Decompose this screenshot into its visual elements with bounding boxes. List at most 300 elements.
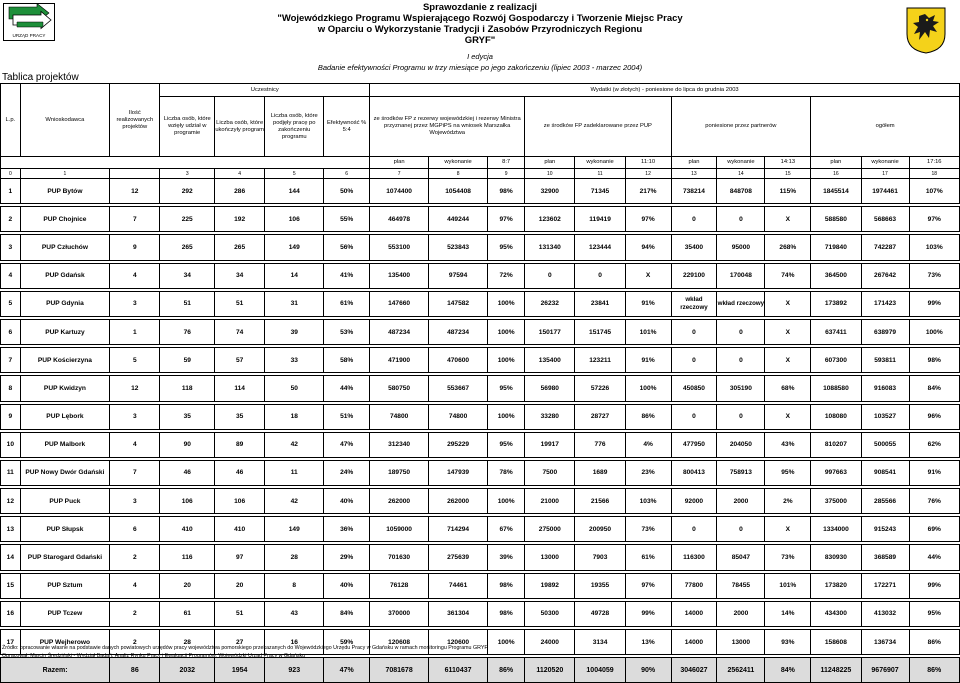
column-number: 10 — [525, 169, 575, 179]
table-cell: 553667 — [429, 376, 488, 401]
table-cell: 100% — [909, 319, 959, 344]
row-number: 3 — [1, 235, 21, 260]
table-cell: 830930 — [811, 545, 861, 570]
report-title: Sprawozdanie z realizacji — [422, 2, 538, 13]
table-cell: 100% — [488, 348, 525, 373]
table-cell: 1689 — [575, 460, 625, 485]
urzad-pracy-logo — [3, 3, 55, 41]
table-cell: 95% — [765, 460, 811, 485]
table-cell: 73% — [765, 545, 811, 570]
table-cell: 916083 — [861, 376, 909, 401]
column-number: 1 — [20, 169, 110, 179]
column-number: 13 — [671, 169, 717, 179]
table-cell: 98% — [488, 601, 525, 626]
table-cell: 26232 — [525, 291, 575, 316]
table-cell: 115% — [765, 179, 811, 204]
table-cell: 42 — [265, 489, 324, 514]
row-number: 4 — [1, 263, 21, 288]
table-cell: 758913 — [717, 460, 765, 485]
table-cell: 410 — [160, 517, 215, 542]
table-cell: 450850 — [671, 376, 717, 401]
table-cell: 74% — [765, 263, 811, 288]
table-cell: wkład rzeczowy — [671, 291, 717, 316]
table-cell: 57 — [215, 348, 265, 373]
table-cell: 2% — [765, 489, 811, 514]
table-cell: 89 — [215, 432, 265, 457]
pomorskie-crest-icon — [905, 6, 947, 54]
table-cell: 100% — [625, 376, 671, 401]
table-cell: 265 — [160, 235, 215, 260]
table-row — [1, 291, 960, 316]
table-cell: 19355 — [575, 573, 625, 598]
table-cell: 7903 — [575, 545, 625, 570]
table-cell: 413032 — [861, 601, 909, 626]
applicant-name: PUP Kartuzy — [20, 319, 110, 344]
table-cell: 61% — [625, 545, 671, 570]
row-number: 16 — [1, 601, 21, 626]
table-cell: 0 — [717, 517, 765, 542]
table-cell: 2 — [110, 630, 160, 655]
table-cell: 100% — [488, 630, 525, 655]
table-row — [1, 348, 960, 373]
table-cell: 0 — [671, 319, 717, 344]
table-cell: 100% — [488, 489, 525, 514]
table-cell: 375000 — [811, 489, 861, 514]
col-header-wnioskodawca: Wnioskodawca — [20, 84, 110, 157]
table-cell: 637411 — [811, 319, 861, 344]
table-cell: 523843 — [429, 235, 488, 260]
table-cell: 46 — [215, 460, 265, 485]
table-cell: 170048 — [717, 263, 765, 288]
table-row — [1, 489, 960, 514]
table-cell: 714294 — [429, 517, 488, 542]
table-cell: 20 — [215, 573, 265, 598]
footer — [2, 644, 488, 660]
applicant-name: PUP Tczew — [20, 601, 110, 626]
table-cell: 295229 — [429, 432, 488, 457]
summary-cell: 2032 — [160, 658, 215, 683]
row-number: 13 — [1, 517, 21, 542]
table-cell: 580750 — [370, 376, 429, 401]
table-cell: 33 — [265, 348, 324, 373]
applicant-name: PUP Gdańsk — [20, 263, 110, 288]
table-cell: 93% — [765, 630, 811, 655]
table-cell: 39 — [265, 319, 324, 344]
table-cell: 35 — [160, 404, 215, 429]
table-row — [1, 404, 960, 429]
table-cell: 24% — [324, 460, 370, 485]
table-cell: 69% — [909, 517, 959, 542]
table-cell: 471900 — [370, 348, 429, 373]
table-cell: 7500 — [525, 460, 575, 485]
table-cell: 3 — [110, 489, 160, 514]
table-cell: 12 — [110, 376, 160, 401]
table-cell: 738214 — [671, 179, 717, 204]
table-cell: 99% — [909, 291, 959, 316]
table-cell: 100% — [488, 404, 525, 429]
table-cell: 1845514 — [811, 179, 861, 204]
table-cell: 14000 — [671, 630, 717, 655]
row-number: 17 — [1, 630, 21, 655]
footer-source: Źródło: opracowanie własne na podstawie danych powiatowych urzędów pracy województwa pomorskiego przekazanych do Wojewódzkiego Urzędu Pracy w Gdańsku w ramach monitoringu Programu GRYF — [2, 645, 488, 651]
table-cell: 23% — [625, 460, 671, 485]
table-cell: 98% — [909, 348, 959, 373]
table-cell: 74 — [215, 319, 265, 344]
row-number: 9 — [1, 404, 21, 429]
table-cell: 59% — [324, 630, 370, 655]
summary-cell: 1954 — [215, 658, 265, 683]
table-cell: 719840 — [811, 235, 861, 260]
table-cell: 43 — [265, 601, 324, 626]
table-cell: 14% — [765, 601, 811, 626]
applicant-name: PUP Człuchów — [20, 235, 110, 260]
table-cell: 46 — [160, 460, 215, 485]
table-cell: 95% — [488, 376, 525, 401]
summary-cell: 9676907 — [861, 658, 909, 683]
sub-header: 11:10 — [625, 157, 671, 169]
table-cell: 553100 — [370, 235, 429, 260]
table-cell: 97% — [488, 207, 525, 232]
table-cell: 6 — [110, 517, 160, 542]
row-number: 14 — [1, 545, 21, 570]
table-row — [1, 432, 960, 457]
sub-header: plan — [525, 157, 575, 169]
table-cell: 13000 — [525, 545, 575, 570]
sub-header: 17:16 — [909, 157, 959, 169]
summary-cell: 86% — [488, 658, 525, 683]
table-cell: 742287 — [861, 235, 909, 260]
table-cell: 434300 — [811, 601, 861, 626]
table-cell: 265 — [215, 235, 265, 260]
table-cell: 91% — [909, 460, 959, 485]
program-name-line2: w Oparciu o Wykorzystanie Tradycji i Zasobów Przyrodniczych Regionu — [317, 24, 643, 35]
table-cell: 51 — [215, 601, 265, 626]
table-cell: 848708 — [717, 179, 765, 204]
table-cell: 100% — [488, 291, 525, 316]
column-number: 0 — [1, 169, 21, 179]
column-number: 6 — [324, 169, 370, 179]
table-cell: 2000 — [717, 601, 765, 626]
table-cell: 23841 — [575, 291, 625, 316]
summary-cell: 1004059 — [575, 658, 625, 683]
table-cell: 84% — [324, 601, 370, 626]
table-cell: 33280 — [525, 404, 575, 429]
table-cell: 449244 — [429, 207, 488, 232]
table-cell: 285566 — [861, 489, 909, 514]
table-cell: X — [765, 517, 811, 542]
table-cell: 35400 — [671, 235, 717, 260]
table-cell: 500055 — [861, 432, 909, 457]
table-cell: 2 — [110, 601, 160, 626]
table-cell: 103% — [625, 489, 671, 514]
applicant-name: PUP Starogard Gdański — [20, 545, 110, 570]
table-cell: 1 — [110, 319, 160, 344]
table-cell: 51 — [215, 291, 265, 316]
table-cell: 108080 — [811, 404, 861, 429]
table-cell: 470600 — [429, 348, 488, 373]
applicant-name: PUP Kościerzyna — [20, 348, 110, 373]
table-cell: 55% — [324, 207, 370, 232]
table-cell: 103% — [909, 235, 959, 260]
row-number: 1 — [1, 179, 21, 204]
table-cell: 59 — [160, 348, 215, 373]
table-cell: 114 — [215, 376, 265, 401]
table-cell: 50300 — [525, 601, 575, 626]
col-header-ilosc: Ilość realizowanych projektów — [110, 84, 160, 157]
table-row — [1, 263, 960, 288]
table-cell: 1974461 — [861, 179, 909, 204]
table-cell: 189750 — [370, 460, 429, 485]
table-cell: 18 — [265, 404, 324, 429]
table-cell: 361304 — [429, 601, 488, 626]
table-cell: 144 — [265, 179, 324, 204]
summary-cell: 47% — [324, 658, 370, 683]
table-cell: 9 — [110, 235, 160, 260]
table-cell: 47% — [324, 432, 370, 457]
table-cell: 98% — [488, 179, 525, 204]
table-cell: 16 — [265, 630, 324, 655]
table-cell: 31 — [265, 291, 324, 316]
table-row — [1, 235, 960, 260]
table-cell: 2000 — [717, 489, 765, 514]
table-cell: 32900 — [525, 179, 575, 204]
sub-header: wykonanie — [861, 157, 909, 169]
table-cell: 1334000 — [811, 517, 861, 542]
applicant-name: PUP Słupsk — [20, 517, 110, 542]
table-cell: 97594 — [429, 263, 488, 288]
table-cell: 40% — [324, 489, 370, 514]
table-cell: 204050 — [717, 432, 765, 457]
table-cell: 19892 — [525, 573, 575, 598]
table-cell: 49728 — [575, 601, 625, 626]
table-cell: 0 — [717, 404, 765, 429]
table-cell: 364500 — [811, 263, 861, 288]
summary-cell: 11248225 — [811, 658, 861, 683]
table-cell: 72% — [488, 263, 525, 288]
table-cell: 147939 — [429, 460, 488, 485]
col-header-ukonczyly: Liczba osób, które ukończyły program — [215, 97, 265, 157]
row-number: 12 — [1, 489, 21, 514]
table-cell: 86% — [625, 404, 671, 429]
projects-table — [0, 83, 960, 683]
table-cell: 908541 — [861, 460, 909, 485]
table-cell: 4% — [625, 432, 671, 457]
table-cell: 28 — [160, 630, 215, 655]
table-cell: 368589 — [861, 545, 909, 570]
footer-author: Opracował: Marcin Średziński - Wydział Badań, Analiz Rynku Pracy i Ewaluacji Programów, Wojewódzki Urząd Pracy w Gdańsku — [2, 653, 306, 659]
table-cell: 262000 — [429, 489, 488, 514]
table-cell: 292 — [160, 179, 215, 204]
sub-header: plan — [671, 157, 717, 169]
column-number: 7 — [370, 169, 429, 179]
table-cell: 106 — [265, 207, 324, 232]
column-number: 8 — [429, 169, 488, 179]
table-cell: 158608 — [811, 630, 861, 655]
table-cell: 12 — [110, 179, 160, 204]
table-cell: 116 — [160, 545, 215, 570]
table-cell: 53% — [324, 319, 370, 344]
applicant-name: PUP Puck — [20, 489, 110, 514]
column-number — [110, 169, 160, 179]
table-cell: X — [765, 291, 811, 316]
summary-cell: 2562411 — [717, 658, 765, 683]
table-cell: 77800 — [671, 573, 717, 598]
table-cell: 810207 — [811, 432, 861, 457]
applicant-name: PUP Malbork — [20, 432, 110, 457]
table-cell: 74461 — [429, 573, 488, 598]
table-cell: 229100 — [671, 263, 717, 288]
table-row — [1, 601, 960, 626]
table-cell: 268% — [765, 235, 811, 260]
table-cell: 487234 — [370, 319, 429, 344]
table-cell: 20 — [160, 573, 215, 598]
table-cell: 997663 — [811, 460, 861, 485]
table-cell: 217% — [625, 179, 671, 204]
column-number: 3 — [160, 169, 215, 179]
table-cell: 73% — [909, 263, 959, 288]
applicant-name: PUP Sztum — [20, 573, 110, 598]
logo-caption: URZĄD PRACY — [12, 33, 46, 38]
table-cell: 172271 — [861, 573, 909, 598]
table-cell: 103527 — [861, 404, 909, 429]
table-row — [1, 376, 960, 401]
table-cell: 51% — [324, 404, 370, 429]
table-cell: 51 — [160, 291, 215, 316]
column-number: 5 — [265, 169, 324, 179]
sub-header: wykonanie — [717, 157, 765, 169]
table-cell: 14000 — [671, 601, 717, 626]
table-cell: 98% — [488, 573, 525, 598]
table-cell: 464978 — [370, 207, 429, 232]
table-cell: 58% — [324, 348, 370, 373]
table-cell: 84% — [909, 376, 959, 401]
summary-cell: 6110437 — [429, 658, 488, 683]
table-cell: X — [625, 263, 671, 288]
summary-row — [1, 658, 960, 683]
col-header-wzieli: Liczba osób, które wzięły udział w programie — [160, 97, 215, 157]
table-cell: 50 — [265, 376, 324, 401]
table-cell: 1088580 — [811, 376, 861, 401]
col-header-partnerzy: poniesione przez partnerów — [671, 97, 811, 157]
column-number: 14 — [717, 169, 765, 179]
table-cell: 19917 — [525, 432, 575, 457]
table-cell: 92000 — [671, 489, 717, 514]
table-cell: 275639 — [429, 545, 488, 570]
table-cell: 0 — [575, 263, 625, 288]
summary-cell: 84% — [765, 658, 811, 683]
table-cell: 588580 — [811, 207, 861, 232]
table-cell: 67% — [488, 517, 525, 542]
table-cell: 29% — [324, 545, 370, 570]
table-cell: 50% — [324, 179, 370, 204]
table-cell: 7 — [110, 207, 160, 232]
col-header-fp-pup: ze środków FP zadeklarowane przez PUP — [525, 97, 671, 157]
table-cell: 78455 — [717, 573, 765, 598]
summary-cell: 1120520 — [525, 658, 575, 683]
table-cell: 21000 — [525, 489, 575, 514]
table-cell: 106 — [215, 489, 265, 514]
table-cell: 97 — [215, 545, 265, 570]
table-cell: 41% — [324, 263, 370, 288]
table-cell: 97% — [909, 207, 959, 232]
table-cell: 487234 — [429, 319, 488, 344]
table-cell: 106 — [160, 489, 215, 514]
table-cell: 90 — [160, 432, 215, 457]
table-cell: 34 — [160, 263, 215, 288]
table-cell: 36% — [324, 517, 370, 542]
table-cell: X — [765, 404, 811, 429]
table-cell: 150177 — [525, 319, 575, 344]
row-number: 11 — [1, 460, 21, 485]
table-cell: 78% — [488, 460, 525, 485]
table-cell: 286 — [215, 179, 265, 204]
table-cell: 915243 — [861, 517, 909, 542]
applicant-name: PUP Bytów — [20, 179, 110, 204]
table-cell: 85047 — [717, 545, 765, 570]
group-header-wydatki: Wydatki (w złotych) - poniesione do lipca do grudnia 2003 — [370, 84, 960, 97]
col-header-fp-rezerwa: ze środków FP z rezerwy wojewódzkiej i rezerwy Ministra przyznanej przez MGPiPS na wniosek Marszałka Województwa — [370, 97, 525, 157]
table-cell: 35 — [215, 404, 265, 429]
table-cell: 568663 — [861, 207, 909, 232]
table-cell: 593811 — [861, 348, 909, 373]
program-name-line1: "Wojewódzkiego Programu Wspierającego Rozwój Gospodarczy i Tworzenie Miejsc Pracy — [277, 13, 683, 24]
table-cell: 21566 — [575, 489, 625, 514]
table-row — [1, 517, 960, 542]
table-cell: 7 — [110, 460, 160, 485]
row-number: 6 — [1, 319, 21, 344]
table-cell: 638979 — [861, 319, 909, 344]
column-number: 12 — [625, 169, 671, 179]
table-cell: 95000 — [717, 235, 765, 260]
table-cell: 99% — [909, 573, 959, 598]
table-cell: 61% — [324, 291, 370, 316]
summary-cell: 923 — [265, 658, 324, 683]
column-number: 16 — [811, 169, 861, 179]
table-cell: 173820 — [811, 573, 861, 598]
table-cell: 101% — [765, 573, 811, 598]
table-cell: 96% — [909, 404, 959, 429]
table-cell: 4 — [110, 432, 160, 457]
table-cell: 118 — [160, 376, 215, 401]
table-cell: 149 — [265, 517, 324, 542]
table-cell: 28 — [265, 545, 324, 570]
table-cell: 95% — [909, 601, 959, 626]
table-cell: 107% — [909, 179, 959, 204]
table-cell: 119419 — [575, 207, 625, 232]
table-cell: 74800 — [370, 404, 429, 429]
table-row — [1, 207, 960, 232]
table-cell: 34 — [215, 263, 265, 288]
edition-label: I edycja — [467, 52, 493, 61]
table-cell: 56% — [324, 235, 370, 260]
table-cell: 71345 — [575, 179, 625, 204]
summary-cell: 86 — [110, 658, 160, 683]
table-row — [1, 319, 960, 344]
row-number: 7 — [1, 348, 21, 373]
table-cell: 305190 — [717, 376, 765, 401]
applicant-name: PUP Kwidzyn — [20, 376, 110, 401]
table-cell: 57226 — [575, 376, 625, 401]
table-cell: 28727 — [575, 404, 625, 429]
table-cell: 4 — [110, 573, 160, 598]
applicant-name: PUP Wejherowo — [20, 630, 110, 655]
table-cell: 76% — [909, 489, 959, 514]
table-cell: 120600 — [429, 630, 488, 655]
table-cell: 149 — [265, 235, 324, 260]
table-cell: 370000 — [370, 601, 429, 626]
table-cell: 39% — [488, 545, 525, 570]
table-cell: 410 — [215, 517, 265, 542]
